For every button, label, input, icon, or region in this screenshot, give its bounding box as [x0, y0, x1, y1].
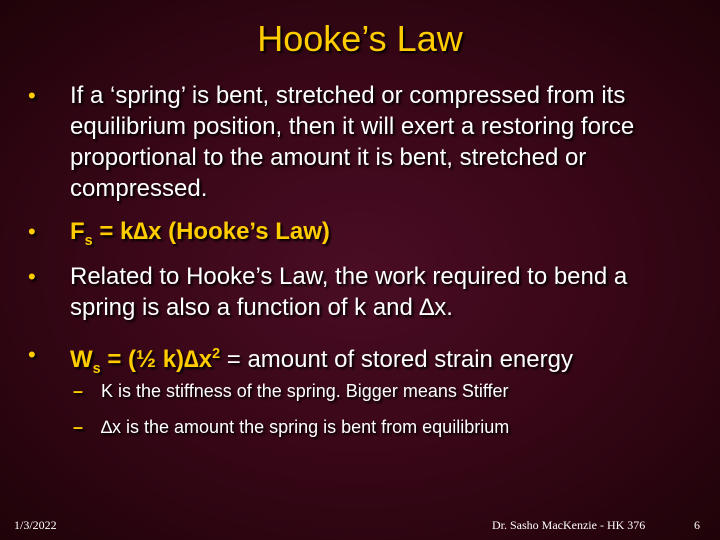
- dash-icon: –: [73, 381, 84, 401]
- bullet-3: [28, 261, 688, 323]
- formula-superscript: 2: [212, 346, 221, 362]
- formula-equation: = (½ k)∆x: [100, 346, 213, 373]
- strain-energy-formula: [70, 339, 688, 385]
- sub-bullet-2-text: ∆x is the amount the spring is bent from equilibrium: [101, 417, 510, 437]
- sub-bullet-1-text: K is the stiffness of the spring. Bigger means Stiffer: [101, 381, 509, 401]
- dash-icon: –: [73, 417, 84, 437]
- slide-title: Hooke’s Law: [257, 18, 463, 59]
- formula-subscript: s: [84, 232, 93, 249]
- footer-author: Dr. Sasho MacKenzie - HK 376: [492, 518, 646, 532]
- footer-page-number: 6: [694, 518, 700, 532]
- bullet-3-text: Related to Hooke’s Law, the work required to bend a spring is also a function of k and ∆x.: [70, 263, 628, 321]
- bullet-dot-icon: •: [28, 342, 36, 367]
- footer-date: 1/3/2022: [14, 518, 57, 532]
- sub-bullet-1: [73, 379, 693, 403]
- bullet-2: [28, 216, 688, 257]
- bullet-dot-icon: •: [28, 83, 36, 108]
- bullet-dot-icon: •: [28, 264, 36, 289]
- formula-equation: = k∆x (Hooke’s Law): [92, 218, 330, 245]
- formula-description: = amount of stored strain energy: [220, 346, 573, 373]
- bullet-4: [28, 339, 688, 385]
- hookes-law-formula: [70, 216, 688, 257]
- formula-f: F: [70, 218, 85, 245]
- bullet-1-text: If a ‘spring’ is bent, stretched or compressed from its equilibrium position, then it will exert a restoring force proportional to the amount it is bent, stretched or compressed.: [70, 82, 635, 202]
- formula-subscript: s: [92, 360, 101, 377]
- bullet-1: [28, 80, 688, 204]
- bullet-dot-icon: •: [28, 219, 36, 244]
- formula-w: W: [70, 346, 93, 373]
- sub-bullet-2: [73, 415, 693, 439]
